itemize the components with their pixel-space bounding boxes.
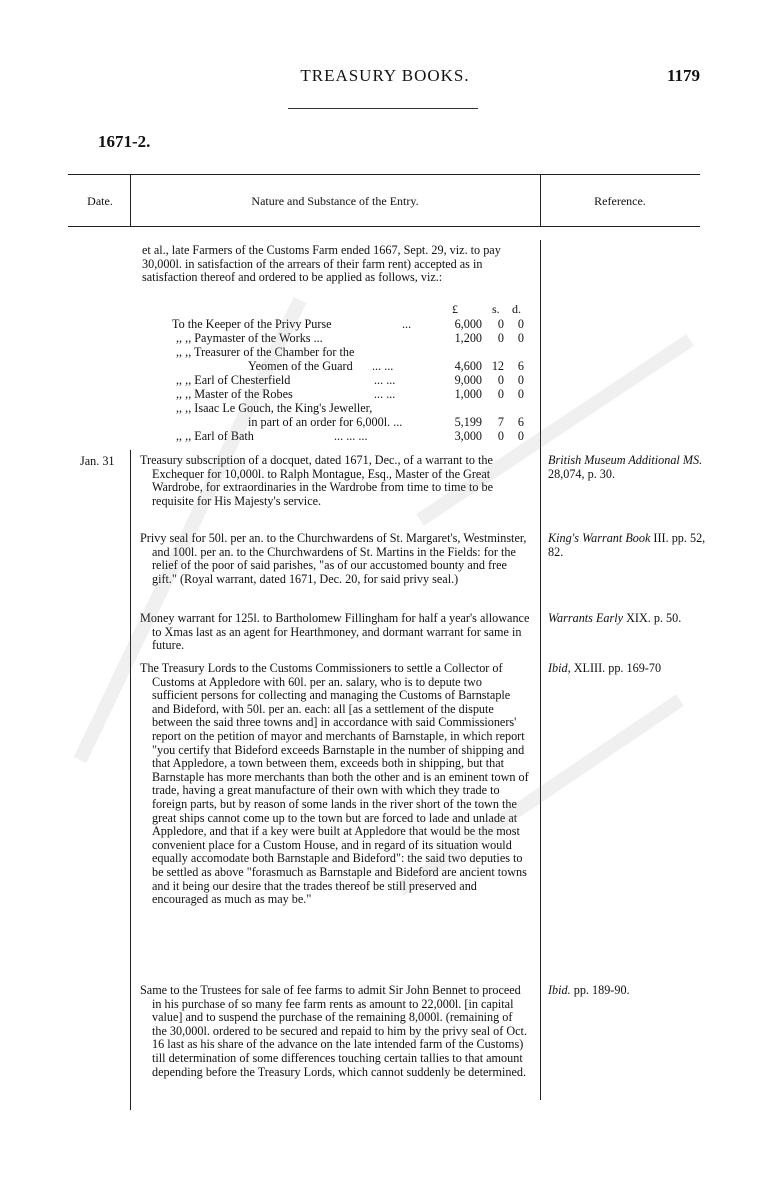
payment-pounds: 1,000 [454, 387, 482, 401]
payment-pence: 6 [517, 359, 524, 373]
reference-source: Warrants Early [548, 611, 624, 625]
reference-detail: III. pp. 52, 82. [548, 531, 706, 559]
payment-shillings: 12 [491, 359, 504, 373]
payment-row [0, 360, 770, 374]
payment-shillings: 0 [497, 331, 504, 345]
payment-label: Yeomen of the Guard [248, 359, 353, 373]
reference-source: King's Warrant Book [548, 531, 651, 545]
entry-reference [548, 984, 708, 998]
payment-label: ,, ,, Paymaster of the Works ... [176, 331, 323, 345]
entry-reference [548, 662, 708, 676]
payment-pounds: 5,199 [454, 415, 482, 429]
payment-shillings: 0 [497, 429, 504, 443]
reference-detail: pp. 189-90. [573, 983, 630, 997]
continuation-entry [142, 244, 530, 285]
payment-pounds: 9,000 [454, 373, 482, 387]
reference-detail: XLIII. pp. 169-70 [573, 661, 662, 675]
payment-shillings: 0 [497, 387, 504, 401]
entry-text [140, 662, 530, 907]
payment-row [0, 318, 770, 332]
payment-row [0, 402, 770, 416]
payment-list [0, 318, 770, 448]
payment-pence: 0 [517, 317, 524, 331]
reference-source: Ibid. [548, 983, 571, 997]
payment-label: ,, ,, Earl of Bath [176, 429, 254, 443]
continuation-text: et al., late Farmers of the Customs Farm ended 1667, Sept. 29, viz. to pay 30,000l. in satisfaction of the arrears of their farm rent) accepted as in satisfaction thereof and ordered to be applied as follows, viz.: [142, 243, 501, 285]
page-number: 1179 [666, 66, 700, 85]
payment-pounds: 1,200 [454, 331, 482, 345]
payment-dots: ... ... [374, 373, 396, 387]
payment-pence: 0 [517, 429, 524, 443]
payment-shillings: 0 [497, 373, 504, 387]
payment-pounds: 6,000 [454, 317, 482, 331]
payment-dots: ... ... [374, 387, 396, 401]
payment-shillings: 0 [497, 317, 504, 331]
date-column-rule [130, 450, 131, 1110]
payment-row [0, 374, 770, 388]
payment-dots: ... ... ... [334, 429, 368, 443]
shillings-header: s. [492, 302, 500, 316]
payment-row [0, 388, 770, 402]
entry-date: Jan. 31 [80, 454, 115, 468]
payment-pence: 0 [517, 331, 524, 345]
payment-pence: 6 [517, 415, 524, 429]
payment-pence: 0 [517, 387, 524, 401]
table-top-rule [68, 174, 700, 175]
entry-paragraph: Treasury subscription of a docquet, dated 1671, Dec., of a warrant to the Exchequer for 10,000l. to Ralph Montague, Esq., Master of the Great Wardrobe, for extraordinaries in the Wardrobe from time to time to be requisite for His Majesty's service. [140, 453, 493, 508]
entry-text [140, 612, 530, 653]
entry-reference [548, 612, 708, 626]
table-header-rule [68, 226, 700, 227]
entry-paragraph: Privy seal for 50l. per an. to the Churchwardens of St. Margaret's, Westminster, and 100l. per an. to the Churchwardens of St. Martins in the Fields: for the relief of the poor of said parishes, "as of our accustomed bounty and free gift." (Royal warrant, dated 1671, Dec. 20, for said privy seal.) [140, 531, 527, 586]
payment-shillings: 7 [497, 415, 504, 429]
payment-dots: ... ... [372, 359, 394, 373]
reference-source: British Museum Additional MS. [548, 453, 703, 467]
header-rule [288, 108, 478, 109]
column-header-date: Date. [87, 194, 113, 208]
year-heading: 1671-2. [98, 132, 151, 151]
payment-row [0, 416, 770, 430]
reference-detail: 28,074, p. 30. [548, 466, 616, 481]
entry-reference [548, 454, 708, 481]
payment-pence: 0 [517, 373, 524, 387]
payment-pounds: 3,000 [454, 429, 482, 443]
entry-text [140, 984, 530, 1079]
payment-row [0, 332, 770, 346]
entry-paragraph: Money warrant for 125l. to Bartholomew Fillingham for half a year's allowance to Xmas last as an agent for Hearthmoney, and dormant warrant for same in future. [140, 611, 530, 653]
entry-reference [548, 532, 708, 559]
payment-dots: ... [402, 317, 412, 331]
payment-label: ,, ,, Master of the Robes [176, 387, 293, 401]
entry-text [140, 454, 530, 508]
running-title: TREASURY BOOKS. [300, 66, 470, 85]
payment-row [0, 346, 770, 360]
payment-label: ,, ,, Isaac Le Gouch, the King's Jeweller, [176, 401, 373, 415]
payment-pounds: 4,600 [454, 359, 482, 373]
payment-label: To the Keeper of the Privy Purse [172, 317, 332, 331]
payment-label: in part of an order for 6,000l. ... [248, 415, 403, 429]
entry-text [140, 532, 530, 586]
entry-paragraph: Same to the Trustees for sale of fee farms to admit Sir John Bennet to proceed in his purchase of so many fee farm rents as amount to 22,000l. [in capital value] and to suspend the purchase of the remaining 8,000l. (remaining of the 30,000l. ordered to be secured and repaid to him by the privy seal of Oct. 16 last as his share of the advance on the late intended farm of the Customs) till determination of some differences touching certain tallies to that amount depending before the Treasury Lords, which cannot suddenly be determined. [140, 983, 527, 1079]
payment-row [0, 430, 770, 444]
reference-source: Ibid, [548, 661, 571, 675]
payment-label: ,, ,, Treasurer of the Chamber for the [176, 345, 355, 359]
entry-paragraph: The Treasury Lords to the Customs Commissioners to settle a Collector of Customs at Appledore with 60l. per an. salary, who is to depute two sufficient persons for collecting and managing the Customs of Barnstaple and Bideford, with 50l. per an. each: all [as a settlement of the dispute between the said three towns and] in accordance with said Commissioners' report on the petition of mayor and merchants of Barnstaple, in which report "you certify that Bideford exceeds Barnstaple in the number of shipping and that Appledore, a town between them, exceeds both in shipping, but that Barnstaple has more merchants than both the other and is an eminent town of trade, having a great manufacture of their own with which they trade to foreign parts, but by reason of some lands in the river short of the town the great ships cannot come up to the town but are forced to lade and unlade at Appledore, and that if a key were built at Appledore that would be the most convenient place for a Custom House, and in regard of its situation would equally accomodate both Barnstaple and Bideford": the said two deputies to be settled as above "forasmuch as Barnstaple and Bideford are ancient towns and it being our desire that the trades thereof be still preserved and encouraged as much as may be." [140, 661, 529, 907]
column-header-nature: Nature and Substance of the Entry. [251, 194, 419, 208]
pounds-header: £ [452, 302, 458, 316]
column-header-reference: Reference. [594, 194, 646, 208]
pence-header: d. [512, 302, 521, 316]
payment-label: ,, ,, Earl of Chesterfield [176, 373, 291, 387]
reference-detail: XIX. p. 50. [626, 611, 682, 625]
